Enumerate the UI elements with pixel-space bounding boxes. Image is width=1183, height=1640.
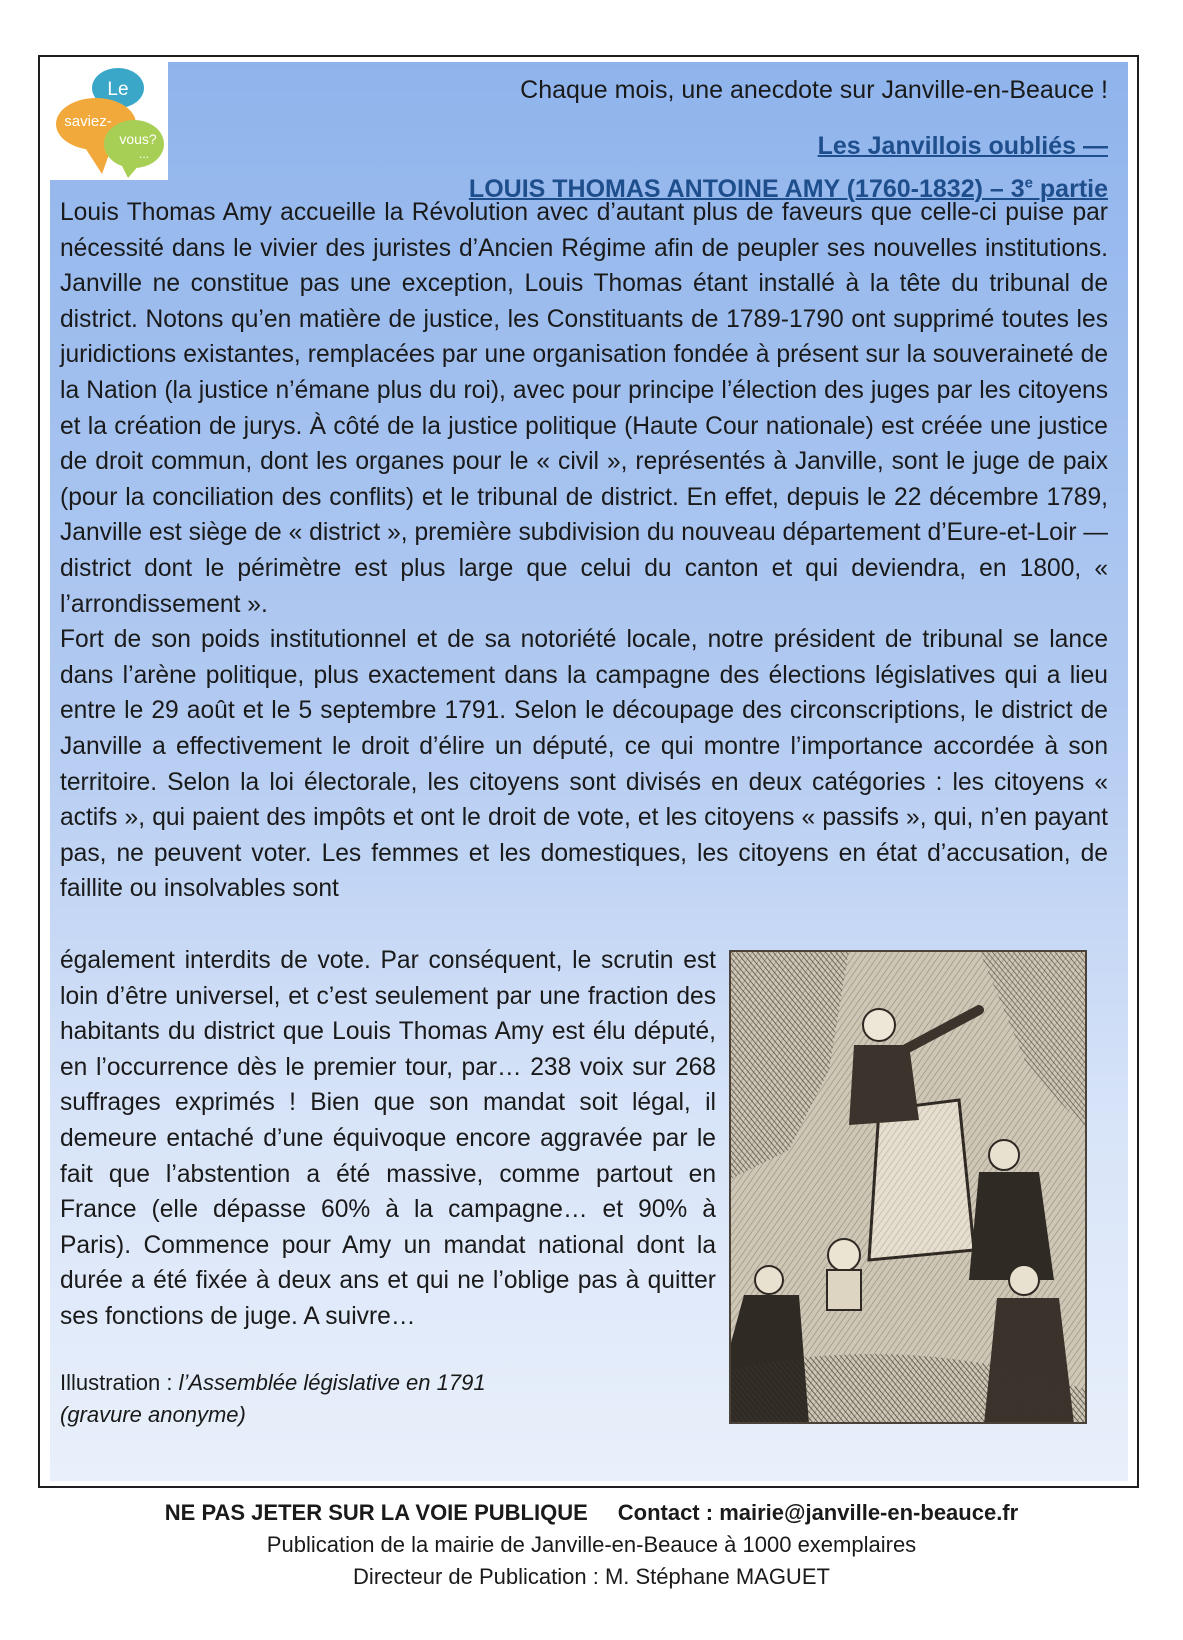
le-saviez-vous-logo [50, 62, 168, 180]
disposal-notice: NE PAS JETER SUR LA VOIE PUBLIQUE [164, 1500, 588, 1525]
caption-prefix: Illustration : [60, 1370, 179, 1395]
contact-email: Contact : mairie@janville-en-beauce.fr [617, 1500, 1019, 1525]
article-title-main: LOUIS THOMAS ANTOINE AMY (1760-1832) – 3 [468, 175, 1025, 204]
illustration-caption [60, 1367, 486, 1431]
speech-bubbles-icon [50, 62, 168, 180]
page-footer [0, 1497, 1183, 1593]
paragraph-2: Fort de son poids institutionnel et de sa notoriété locale, notre président de tribunal se lance dans l’arène politique, plus exactement dans la campagne des élections législatives qui a lieu entre le 29 août et le 5 septembre 1791. Selon le découpage des circonscriptions, le district de Janville a effectivement le droit d’élire un député, ce qui montre l’importance accordée à son territoire. Selon la loi électorale, les citoyens sont divisés en deux catégories : les citoyens « actifs », qui paient des impôts et ont le droit de vote, et les citoyens « passifs », qui, n’en payant pas, ne peuvent voter. Les femmes et les domestiques, les citoyens en état d’accusation, de faillite ou insolvables sont [60, 626, 1108, 903]
article-frame [38, 55, 1139, 1488]
logo-word-le: Le [107, 79, 129, 100]
article-panel [50, 62, 1128, 1481]
article-title-sup: e [1024, 175, 1033, 192]
logo-word-saviez: saviez- [64, 113, 112, 130]
paragraph-3: également interdits de vote. Par conséquent, le scrutin est loin d’être universel, et c’est seulement par une fraction des habitants du district que Louis Thomas Amy est élu député, en l’occurrence dès le premier tour, par… 238 voix sur 268 suffrages exprimés ! Bien que son mandat soit légal, il demeure entaché d’une équivoque encore aggravée par le fait que l’abstention a été massive, comme partout en France (elle dépasse 60% à la campagne… et 90% à Paris). Commence pour Amy un mandat national dont la durée a été fixée à deux ans et qui ne l’oblige pas à quitter ses fonctions de juge. A suivre… [60, 947, 716, 1330]
series-title: Les Janvillois oubliés — [817, 132, 1108, 160]
publication-director: Directeur de Publication : M. Stéphane MAGUET [353, 1564, 830, 1589]
paragraph-1: Louis Thomas Amy accueille la Révolution avec d’autant plus de faveurs que celle-ci puise par nécessité dans le vivier des juristes d’Ancien Régime afin de peupler ses nouvelles institutions. Janville ne constitue pas une exception, Louis Thomas étant installé à la tête du tribunal de district. Notons qu’en matière de justice, les Constituants de 1789-1790 ont supprimé toutes les juridictions existantes, remplacées par une organisation fondée à présent sur la souveraineté de la Nation (la justice n’émane plus du roi), avec pour principe l’élection des juges par les citoyens et la création de jurys. À côté de la justice politique (Haute Cour nationale) est créée une justice de droit commun, dont les organes pour le « civil », représentés à Janville, sont le juge de paix (pour la conciliation des conflits) et le tribunal de district. En effet, depuis le 22 décembre 1789, Janville est siège de « district », première subdivision du nouveau département d’Eure-et-Loir — district dont le périmètre est plus large que celui du canton et qui deviendra, en 1800, « l’arrondissement ». [60, 199, 1108, 618]
logo-dots: ... [138, 147, 150, 161]
assembly-engraving-image [729, 950, 1087, 1424]
publication-info: Publication de la mairie de Janville-en-Beauce à 1000 exemplaires [266, 1532, 917, 1557]
caption-credit: (gravure anonyme) [60, 1402, 246, 1427]
article-title-end: partie [1032, 175, 1108, 204]
engraving-illustration-icon [729, 950, 1087, 1424]
caption-title: l’Assemblée législative en 1791 [178, 1370, 486, 1395]
logo-word-vous: vous? [119, 131, 157, 147]
article-body [60, 195, 1108, 907]
intro-line: Chaque mois, une anecdote sur Janville-en-Beauce ! [520, 76, 1108, 104]
article-body-continued [60, 943, 716, 1335]
